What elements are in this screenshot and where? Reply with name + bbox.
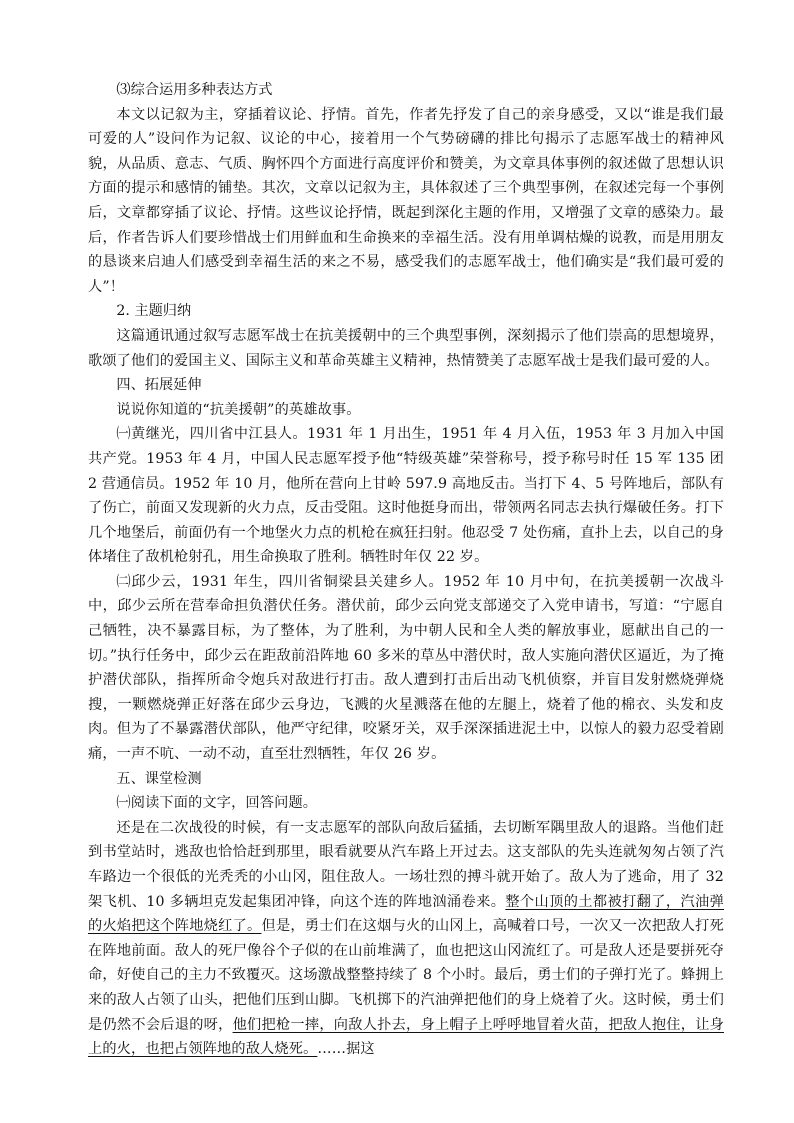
underlined-sentence: 整个山顶的土都被打翻了，汽油弹的火焰把这个阵地烧红了。 bbox=[88, 893, 724, 935]
section-heading: 五、课堂检测 bbox=[116, 770, 202, 787]
section-heading: 2. 主题归纳 bbox=[116, 303, 192, 320]
paragraph: 这篇通讯通过叙写志愿军战士在抗美援朝中的三个典型事例，深刻揭示了他们崇高的思想境界，歌颂了他们的爱国主义、国际主义和革命英雄主义精神，热情赞美了志愿军战士是我们最可爱的人。 bbox=[88, 327, 724, 369]
passage-text: 还是在二次战役的时候，有一支志愿军的部队向敌后猛插，去切断军隅里敌人的退路。当他们赶到书堂站时，逃敌也恰恰赶到那里，眼看就要从汽车路上开过去。这支部队的先头连就匆匆占领了汽车路边一个很低的光秃秃的小山冈，阻住敌人。一场壮烈的搏斗就开始了。敌人为了逃命，用了 32 架飞机、10 多辆坦克发起集团冲锋，向这个连的阵地汹涌卷来。 bbox=[88, 819, 724, 910]
passage-text: 但是，勇士们在这烟与火的山冈上，高喊着口号，一次又一次把敌人打死在阵地前面。敌人的死尸像谷个子似的在山前堆满了，血也把这山冈流红了。可是敌人还是要拼死夺命，好使自己的主力不致覆灭。这场激战整整持续了 8 个小时。最后，勇士们的子弹打光了。蜂拥上来的敌人占领了山头，把他们压到山脚。飞机掷下的汽油弹把他们的身上烧着了火。这时候，勇士们是仍然不会后退的呀， bbox=[88, 918, 724, 1033]
underlined-sentence: 他们把枪一摔，向敌人扑去，身上帽子上呼呼地冒着火苗，把敌人抱住，让身上的火，也把占领阵地的敌人烧死。 bbox=[88, 1016, 724, 1058]
document-page bbox=[88, 78, 724, 1062]
reading-passage bbox=[88, 816, 724, 1062]
section-heading: 四、拓展延伸 bbox=[116, 377, 202, 394]
passage-text: ……据这 bbox=[317, 1041, 375, 1058]
paragraph: ㈠阅读下面的文字，回答问题。 bbox=[116, 795, 318, 812]
paragraph: 说说你知道的“抗美援朝”的英雄故事。 bbox=[116, 401, 361, 418]
paragraph: ㈠黄继光，四川省中江县人。1931 年 1 月出生，1951 年 4 月入伍，1953 年 3 月加入中国共产党。1953 年 4 月，中国人民志愿军授予他“特级英雄”荣誉称号，授予称号时任 15 军 135 团 2 营通信员。1952 年 10 月，他所在营向上甘岭 597.9 高地反击。当打下 4、5 号阵地后，部队有了伤亡，前面又发现新的火力点，反击受阻。这时他挺身而出，带领两名同志去执行爆破任务。打下几个地堡后，前面仍有一个地堡火力点的机枪在疯狂扫射。他忍受 7 处伤痛，直扑上去，以自己的身体堵住了敌机枪射孔，用生命换取了胜利。牺牲时年仅 22 岁。 bbox=[88, 426, 724, 566]
section-heading: ⑶综合运用多种表达方式 bbox=[116, 82, 273, 98]
paragraph: 本文以记叙为主，穿插着议论、抒情。首先，作者先抒发了自己的亲身感受，又以“谁是我们最可爱的人”设问作为记叙、议论的中心，接着用一个气势磅礴的排比句揭示了志愿军战士的精神风貌，从品质、意志、气质、胸怀四个方面进行高度评价和赞美，为文章具体事例的叙述做了思想认识方面的提示和感情的铺垫。其次，文章以记叙为主，具体叙述了三个典型事例，在叙述完每一个事例后，文章都穿插了议论、抒情。这些议论抒情，既起到深化主题的作用，又增强了文章的感染力。最后，作者告诉人们要珍惜战士们用鲜血和生命换来的幸福生活。没有用单调枯燥的说教，而是用朋友的恳谈来启迪人们感受到幸福生活的来之不易，感受我们的志愿军战士，他们确实是“我们最可爱的人”！ bbox=[88, 106, 724, 295]
paragraph: ㈡邱少云，1931 年生，四川省铜梁县关建乡人。1952 年 10 月中旬，在抗美援朝一次战斗中，邱少云所在营奉命担负潜伏任务。潜伏前，邱少云向党支部递交了入党申请书，写道：“宁愿自己牺牲，决不暴露目标，为了整体，为了胜利，为中朝人民和全人类的解放事业，愿献出自己的一切。”执行任务中，邱少云在距敌前沿阵地 60 多米的草丛中潜伏时，敌人实施向潜伏区逼近，为了掩护潜伏部队，指挥所命令炮兵对敌进行打击。敌人遭到打击后出动飞机侦察，并盲目发射燃烧弹烧搜，一颗燃烧弹正好落在邱少云身边，飞溅的火星溅落在他的左腿上，烧着了他的棉衣、头发和皮肉。但为了不暴露潜伏部队，他严守纪律，咬紧牙关，双手深深插进泥土中，以惊人的毅力忍受着剧痛，一声不吭、一动不动，直至壮烈牺牲，年仅 26 岁。 bbox=[88, 573, 724, 763]
